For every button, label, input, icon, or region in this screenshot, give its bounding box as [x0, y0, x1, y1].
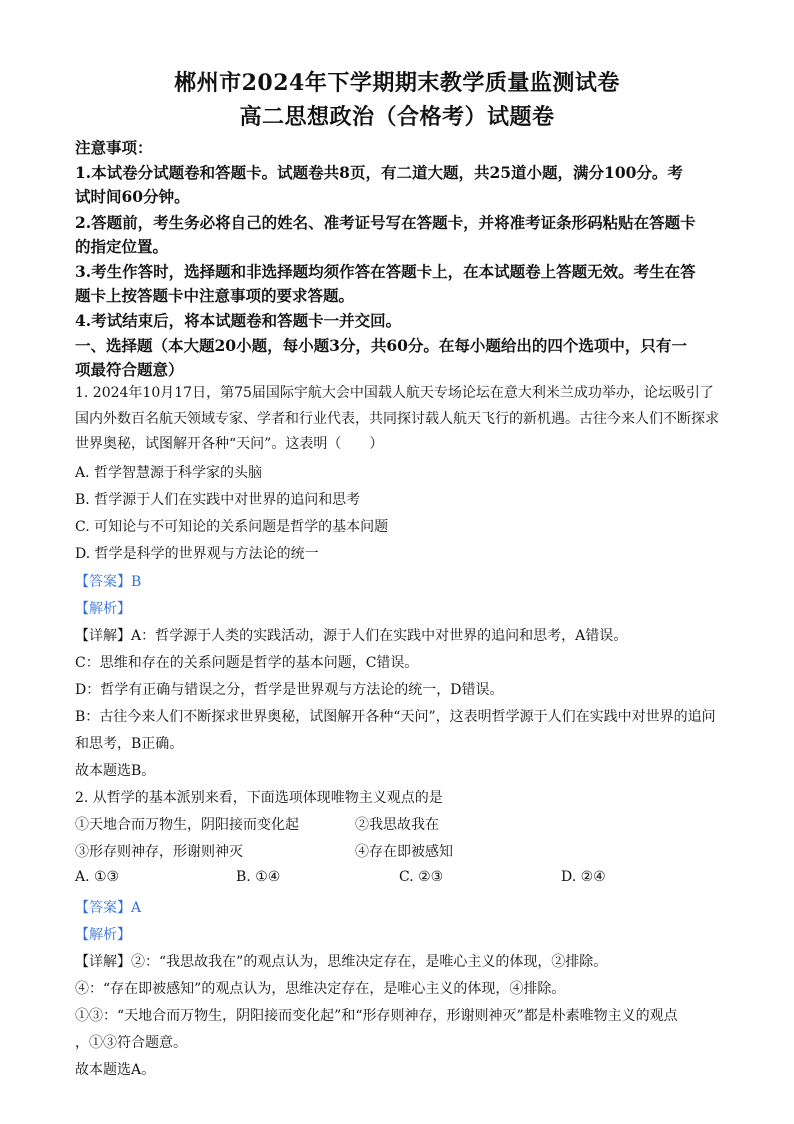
question-1-option-c: C. 可知论与不可知论的关系问题是哲学的基本问题	[75, 519, 389, 535]
question-1-detail: C：思维和存在的关系问题是哲学的基本问题，C错误。	[75, 655, 419, 671]
question-2-item-3: ③形存则神存，形谢则神灭	[75, 844, 243, 860]
question-2-detail: 故本题选A。	[75, 1062, 156, 1078]
question-1-detail: 和思考，B正确。	[75, 736, 184, 752]
question-2-detail: ，①③符合题意。	[75, 1035, 187, 1051]
section-heading: 项最符合题意）	[75, 360, 184, 379]
section-heading: 一、选择题（本大题20小题，每小题3分，共60分。在每小题给出的四个选项中，只有一	[75, 336, 687, 355]
exam-title: 郴州市2024年下学期期末教学质量监测试卷	[174, 70, 620, 96]
notice-line: 的指定位置。	[75, 237, 169, 256]
question-1-detail: 【详解】A：哲学源于人类的实践活动，源于人们在实践中对世界的追问和思考，A错误。	[75, 628, 628, 644]
question-2-option-b: B. ①④	[236, 869, 281, 885]
notice-line: 2.答题前，考生务必将自己的姓名、准考证号写在答题卡，并将准考证条形码粘贴在答题卡	[75, 213, 696, 232]
question-2-option-a: A. ①③	[75, 869, 120, 885]
question-1-answer: 【答案】B	[75, 574, 142, 590]
question-1-detail: 故本题选B。	[75, 763, 156, 779]
notice-heading: 注意事项：	[75, 138, 153, 157]
question-1-option-a: A. 哲学智慧源于科学家的头脑	[75, 465, 263, 481]
question-1-stem: 世界奥秘，试图解开各种“天问”。这表明（ ）	[75, 436, 384, 452]
question-2-detail: 【详解】②：“我思故我在”的观点认为，思维决定存在，是唯心主义的体现，②排除。	[75, 954, 608, 970]
question-2-detail: ①③：“天地合而万物生，阴阳接而变化起”和“形存则神存，形谢则神灭”都是朴素唯物主义的观点	[75, 1008, 678, 1024]
question-1-stem: 1. 2024年10月17日，第75届国际宇航大会中国载人航天专场论坛在意大利米兰成功举办，论坛吸引了	[75, 385, 714, 401]
notice-line: 1.本试卷分试题卷和答题卡。试题卷共8页，有二道大题，共25道小题，满分100分。考	[75, 163, 683, 182]
question-1-option-d: D. 哲学是科学的世界观与方法论的统一	[75, 546, 319, 562]
question-2-item-1: ①天地合而万物生，阴阳接而变化起	[75, 817, 299, 833]
notice-line: 3.考生作答时，选择题和非选择题均须作答在答题卡上，在本试题卷上答题无效。考生在答	[75, 262, 696, 281]
notice-line: 题卡上按答题卡中注意事项的要求答题。	[75, 286, 355, 305]
question-2-item-4: ④存在即被感知	[355, 844, 453, 860]
question-1-detail: D：哲学有正确与错误之分，哲学是世界观与方法论的统一，D错误。	[75, 682, 504, 698]
question-2-item-2: ②我思故我在	[355, 817, 439, 833]
question-1-option-b: B. 哲学源于人们在实践中对世界的追问和思考	[75, 492, 361, 508]
question-2-option-d: D. ②④	[561, 869, 606, 885]
notice-line: 4.考试结束后，将本试题卷和答题卡一并交回。	[75, 311, 402, 330]
question-1-stem: 国内外数百名航天领域专家、学者和行业代表，共同探讨载人航天飞行的新机遇。古往今来人们不断探求	[75, 411, 719, 427]
question-2-answer: 【答案】A	[75, 900, 142, 916]
exam-subtitle: 高二思想政治（合格考）试题卷	[239, 104, 555, 130]
notice-line: 试时间60分钟。	[75, 187, 190, 206]
question-2-detail: ④：“存在即被感知”的观点认为，思维决定存在，是唯心主义的体现，④排除。	[75, 981, 566, 997]
question-2-analysis-label: 【解析】	[75, 927, 131, 943]
question-1-analysis-label: 【解析】	[75, 601, 131, 617]
question-2-stem: 2. 从哲学的基本派别来看，下面选项体现唯物主义观点的是	[75, 790, 443, 806]
question-2-option-c: C. ②③	[399, 869, 444, 885]
question-1-detail: B：古往今来人们不断探求世界奥秘，试图解开各种“天问”，这表明哲学源于人们在实践中对世界的追问	[75, 709, 716, 725]
